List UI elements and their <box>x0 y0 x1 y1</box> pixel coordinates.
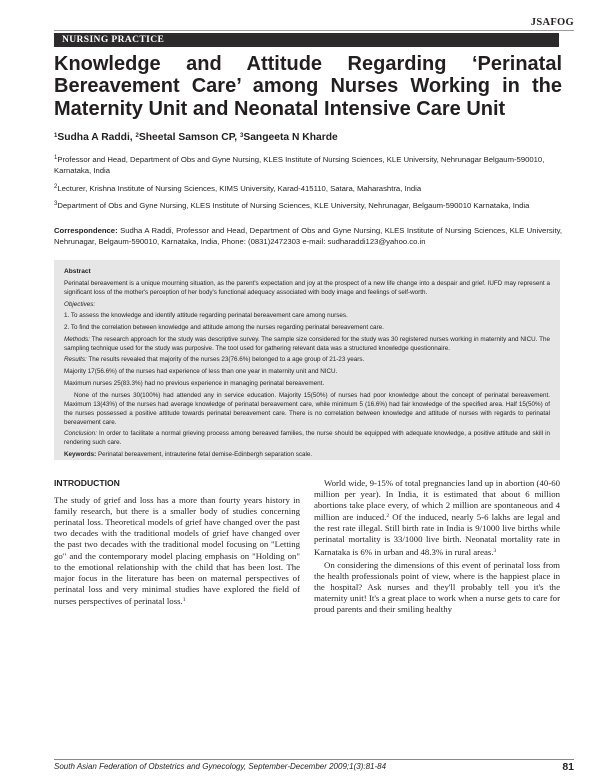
correspondence: Correspondence: Sudha A Raddi, Professor and Head, Department of Obs and Gyne Nursing, KLES Institute of Nursing Sciences, KLE University, Nehrunagar, Belgaum-590010, Karnataka, India, Phone: (0831)2472303 e-mail: sudharaddi123@yahoo.co.in <box>54 226 562 246</box>
author-list <box>54 132 338 143</box>
abstract-results: Majority 17(56.6%) of the nurses had experience of less than one year in maternity unit and NICU. <box>64 368 338 376</box>
abstract-results: Results: The results revealed that majority of the nurses 23(76.6%) belonged to a age group of 21-23 years. <box>64 356 365 364</box>
abstract-results: Maximum nurses 25(83.3%) had no previous experience in managing perinatal bereavement. <box>64 379 325 387</box>
body-column-right <box>314 478 560 615</box>
abstract-heading: Abstract <box>64 268 91 275</box>
section-heading: INTRODUCTION <box>54 478 120 488</box>
author: $^2$Sheetal Samson CP, <box>135 132 240 143</box>
abstract-methods: Methods: The research approach for the study was descriptive survey. The sample size considered for the study was 30 registered nurses working in maternity and NICU. The sampling technique used for the study was purposive. The tool used for gathering relevant data was a structured knowledge questionnaire. <box>64 335 550 352</box>
body-paragraph: On considering the dimensions of this event of perinatal loss from the health professionals point of view, where is the happiest place in the hospital? Ask nurses and they'll probably tell you it's the maternity unit! It's a great place to work when a nurse gets to care for proud parents and their smiling healthy <box>314 559 560 615</box>
body-paragraph: World wide, 9-15% of total pregnancies land up in abortion (40-60 million per year). In India, it is estimated that about 6 million abortions take place every, of which 2 million are spontaneous and 4 million are induced.$^2$ Of the induced, nearly 5-6 lakhs are legal and the rest rate illegal. Still birth rate in India is 9/1000 live births while perinatal mortality is 33/1000 live birth. Neonatal mortality rate in Karnataka is 6% in urban and 48.3% in rural areas.$^3$ <box>314 478 560 557</box>
article-title: Knowledge and Attitude Regarding ‘Perinatal Bereavement Care’ among Nurses Working in the Maternity Unit and Neonatal Intensive Care Unit <box>54 53 562 120</box>
abstract-objectives-label: Objectives: <box>64 300 96 308</box>
abstract-objective: 2. To find the correlation between knowledge and attitude among the nurses regarding perinatal bereavement care. <box>64 324 384 332</box>
page-number: 81 <box>562 761 574 773</box>
affiliation: $^2$Lecturer, Krishna Institute of Nursing Sciences, KIMS University, Karad-415110, Satara, Maharashtra, India <box>54 184 422 193</box>
abstract-box <box>54 260 560 460</box>
footer-rule <box>54 759 574 760</box>
body-column-left <box>54 478 300 607</box>
author: $^1$Sudha A Raddi, <box>54 132 136 143</box>
affiliation: $^1$Professor and Head, Department of Obs and Gyne Nursing, KLES Institute of Nursing Sciences, KLE University, Nehrunagar Belgaum-590010, Karnataka, India <box>54 155 545 175</box>
abstract-keywords: Keywords: Perinatal bereavement, intrauterine fetal demise-Edinbergh separation scale. <box>64 450 313 458</box>
abstract-objective: 1. To assess the knowledge and identify attitude regarding perinatal bereavement care among nurses. <box>64 312 348 320</box>
author: $^3$Sangeeta N Kharde <box>239 132 338 143</box>
journal-tag: JSAFOG <box>530 17 574 28</box>
abstract-intro: Perinatal bereavement is a unique mourning situation, as the parent's expectation and joy at the prospect of a new life change into a despair and grief. IUFD may represent a significant loss of the mother's perception of her body's functional adequacy associated with body image and feelings of self-worth. <box>64 280 550 296</box>
body-paragraph: The study of grief and loss has a more than fourty years history in family research, but there is a smaller body of studies concerning perinatal loss. Theoretical models of grief have changed over the past two decades with the traditional models of grief have changed over the past two decades with the traditional model focusing on "Letting go" and the contemporary model placing emphasis on "Holding on" to the emotional relationship with the child that has been lost. The major focus in the literature has been on maternal perspectives of perinatal loss and very minimal studies have explored the field of nurses perspectives of perinatal loss.$^1$ <box>54 495 300 606</box>
section-band: NURSING PRACTICE <box>54 33 559 47</box>
affiliation: $^3$Department of Obs and Gyne Nursing, KLES Institute of Nursing Sciences, KLE University, Nehrunagar, Belgaum-590010 Karnataka, India <box>54 201 530 210</box>
header-rule <box>54 30 574 31</box>
footer-citation: South Asian Federation of Obstetrics and Gynecology, September-December 2009;1(3):81-84 <box>54 762 387 771</box>
abstract-results: None of the nurses 30(100%) had attended any in service education. Majority 15(50%) of nurses had poor knowledge about the concept of perinatal bereavement. Maximum 13(43%) of the nurses had average knowledge of perinatal bereavement care, while minimum 5 (16.6%) had fair knowledge of the specified area. Half 15(50%) of the nurses possessed a positive attitude towards perinatal bereavement care. There is no correlation between knowledge and attitude of nurses with regards to perinatal bereavement care. <box>64 391 550 426</box>
abstract-conclusion: Conclusion: In order to facilitate a normal grieving process among bereaved families, the nurse should be equipped with adequate knowledge, a positive attitude and skill in rendering such care. <box>64 430 550 447</box>
